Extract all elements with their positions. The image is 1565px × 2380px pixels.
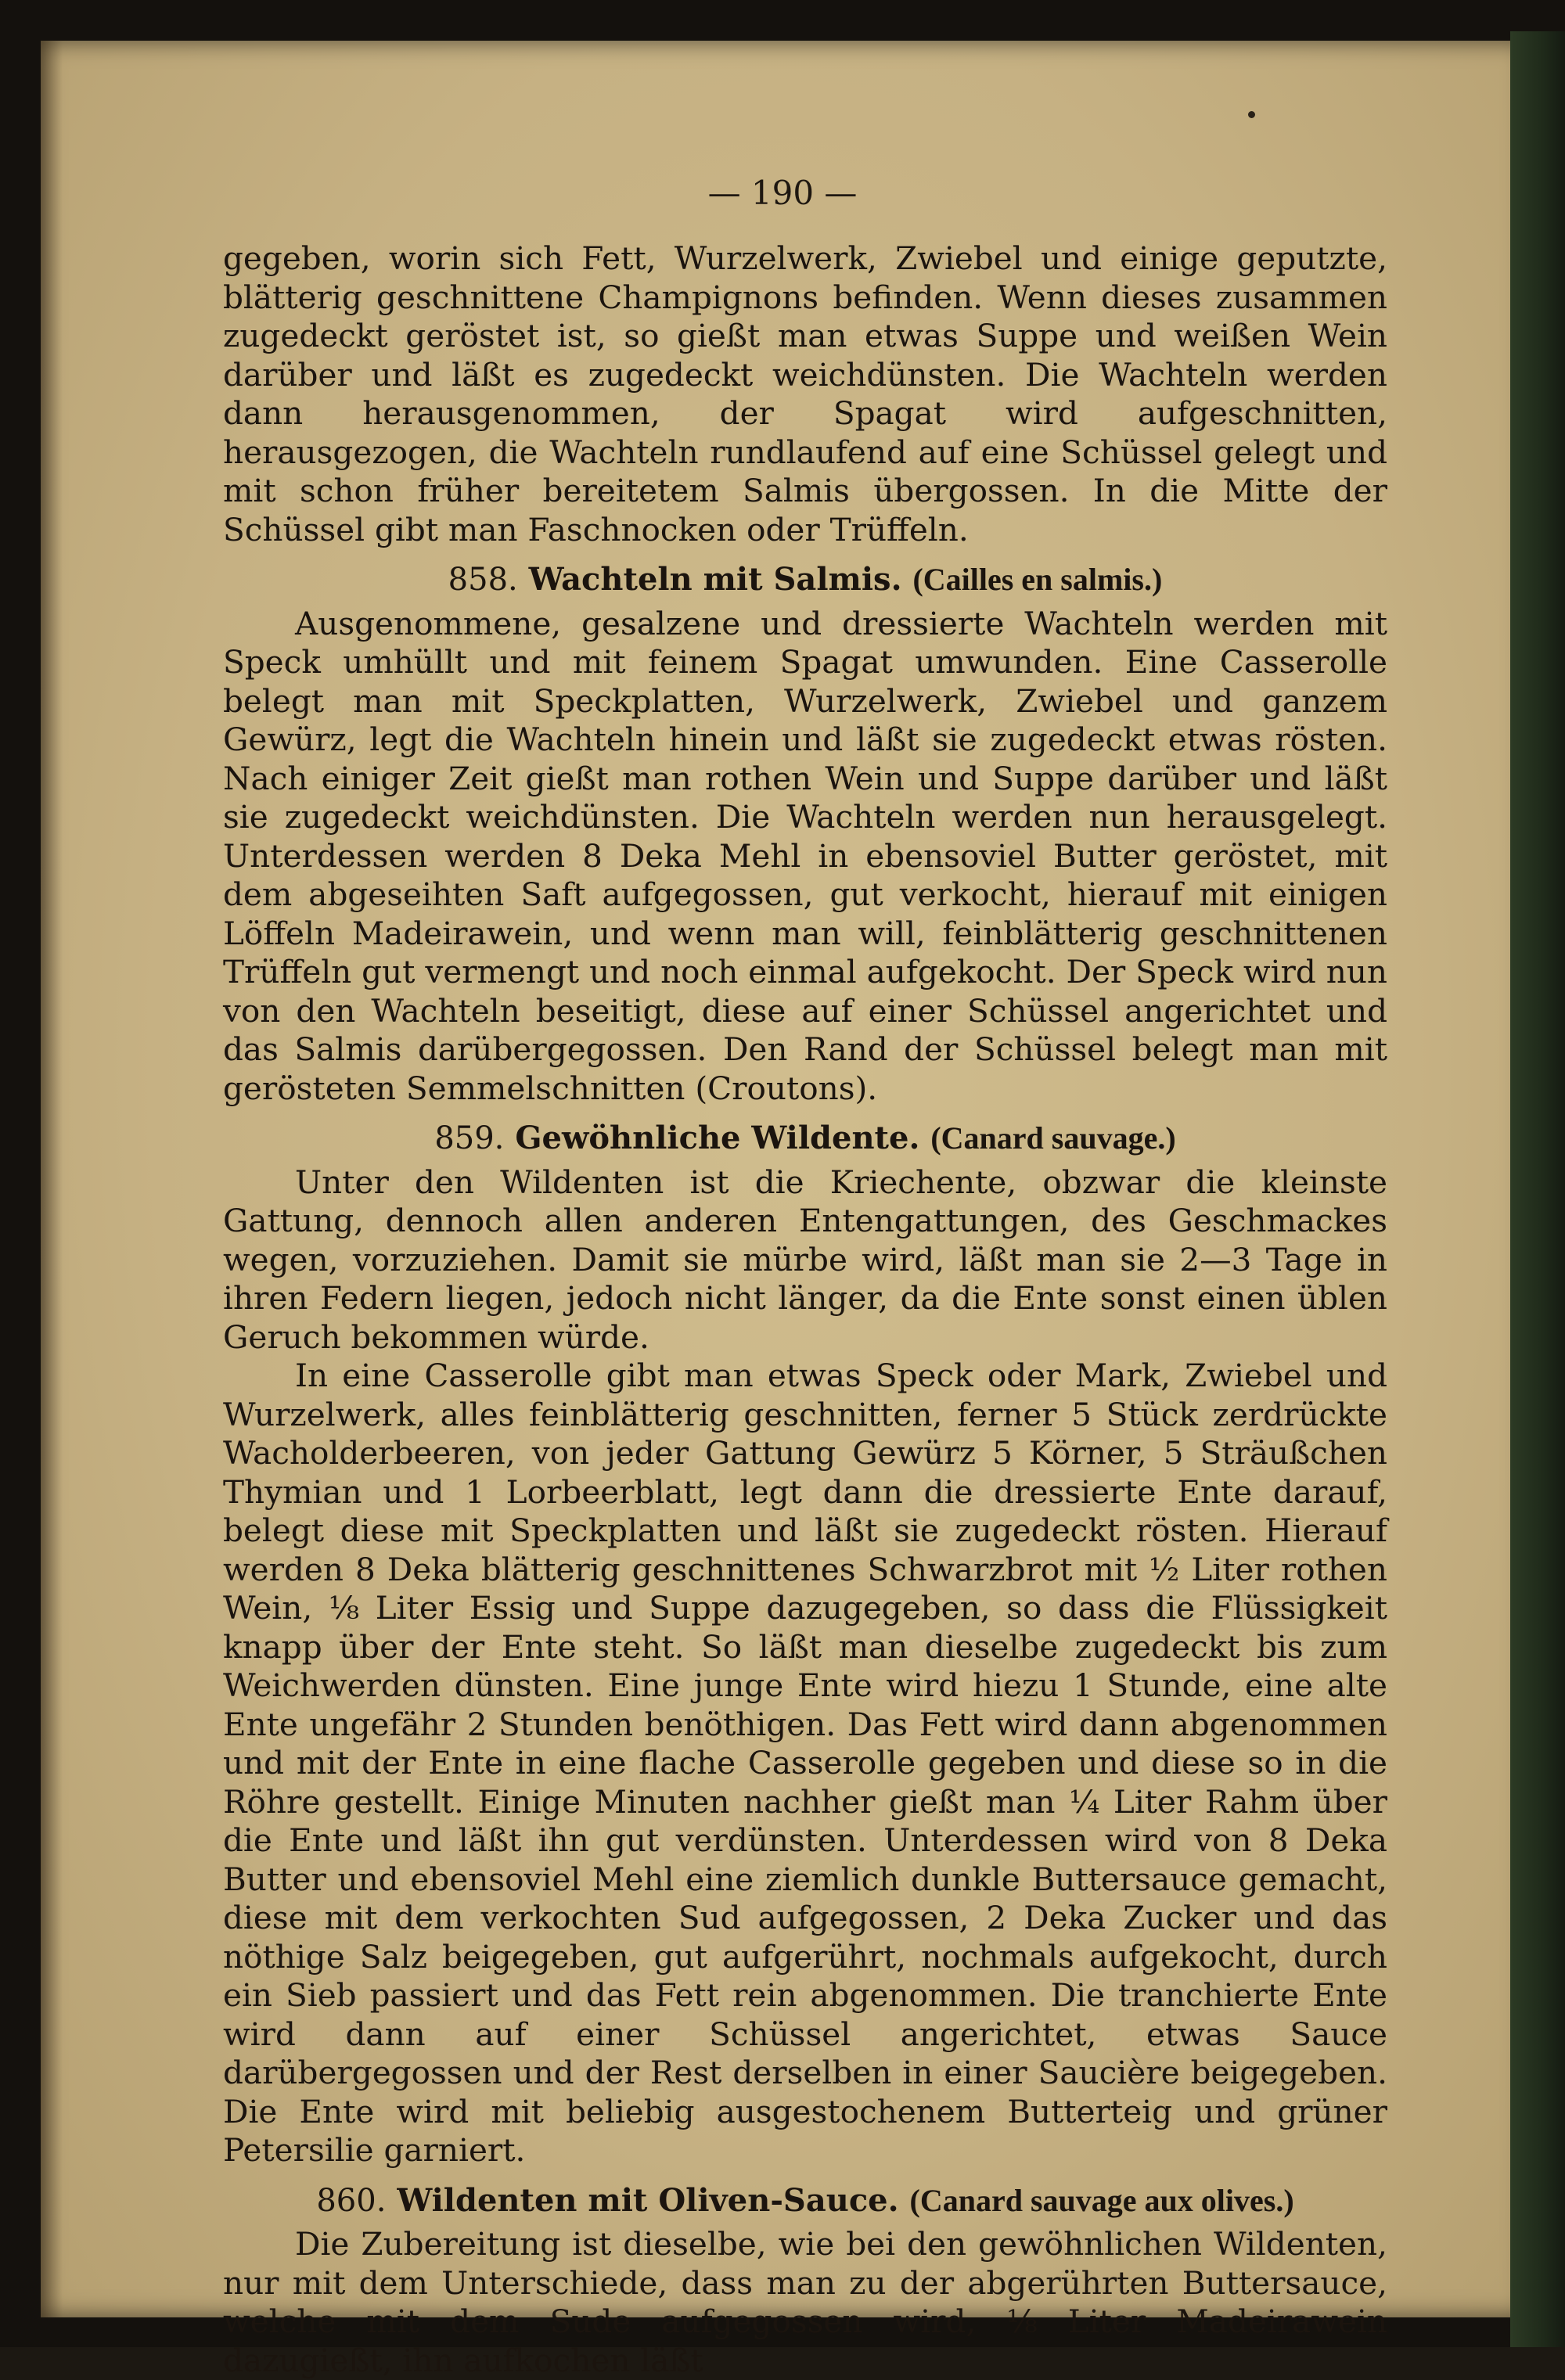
recipe-french-title: (Canard sauvage.) [930,1120,1176,1156]
recipe-number: 860. [316,2182,387,2219]
recipe-title: Wildenten mit Oliven-Sauce. [397,2181,899,2219]
page-body [223,239,1387,2380]
recipe-french-title: (Cailles en salmis.) [912,562,1163,597]
recipe-number: 859. [434,1120,505,1156]
ink-speck [1248,111,1255,118]
page-number: — 190 — [707,174,858,212]
recipe-title: Wachteln mit Salmis. [528,561,902,598]
page-gutter [41,41,63,2317]
recipe-title: Gewöhnliche Wildente. [515,1120,920,1156]
recipe-860-heading [223,2181,1387,2221]
book-edge [1510,31,1565,2347]
recipe-860-text: Die Zubereitung ist dieselbe, wie bei den gewöhnlichen Wildenten, nur mit dem Unterschiede, dass man zu der abgerührten Buttersauce, welche mit dem Sude aufgegossen wird, ⅛ Liter Madeirawein dazugießt, ihn aufkochen läßt [223,2225,1387,2379]
recipe-859-text-2: In eine Casserolle gibt man etwas Speck oder Mark, Zwiebel und Wurzelwerk, alles feinblätterig geschnitten, ferner 5 Stück zerdrückte Wacholderbeeren, von jeder Gattung Gewürz 5 Körner, 5 Sträußchen Thymian und 1 Lorbeerblatt, legt dann die dressierte Ente darauf, belegt diese mit Speckplatten und läßt sie zugedeckt rösten. Hierauf werden 8 Deka blätterig geschnittenes Schwarzbrot mit ½ Liter rothen Wein, ⅛ Liter Essig und Suppe dazugegeben, so dass die Flüssigkeit knapp über der Ente steht. So läßt man dieselbe zugedeckt bis zum Weichwerden dünsten. Eine junge Ente wird hiezu 1 Stunde, eine alte Ente ungefähr 2 Stunden benöthigen. Das Fett wird dann abgenommen und mit der Ente in eine flache Casserolle gegeben und diese so in die Röhre gestellt. Einige Minuten nachher gießt man ¼ Liter Rahm über die Ente und läßt ihn gut verdünsten. Unterdessen wird von 8 Deka Butter und ebensoviel Mehl eine ziemlich dunkle Buttersauce gemacht, diese mit dem verkochten Sud aufgegossen, 2 Deka Zucker und das nöthige Salz beigegeben, gut aufgerührt, nochmals aufgekocht, durch ein Sieb passiert und das Fett rein abgenommen. Die tranchierte Ente wird dann auf einer Schüssel angerichtet, etwas Sauce darübergegossen und der Rest derselben in einer Saucière beigegeben. Die Ente wird mit beliebig ausgestochenem Butterteig und grüner Petersilie garniert. [223,1357,1387,2169]
recipe-858-text: Ausgenommene, gesalzene und dressierte Wachteln werden mit Speck umhüllt und mit feinem Spagat umwunden. Eine Casserolle belegt man mit Speckplatten, Wurzelwerk, Zwiebel und ganzem Gewürz, legt die Wachteln hinein und läßt sie zugedeckt etwas rösten. Nach einiger Zeit gießt man rothen Wein und Suppe darüber und läßt sie zugedeckt weichdünsten. Die Wachteln werden nun herausgelegt. Unterdessen werden 8 Deka Mehl in ebensoviel Butter geröstet, mit dem abgeseihten Saft aufgegossen, gut verkocht, hierauf mit einigen Löffeln Madeirawein, und wenn man will, feinblätterig geschnittenen Trüffeln gut vermengt und noch einmal aufgekocht. Der Speck wird nun von den Wachteln beseitigt, diese auf einer Schüssel angerichtet und das Salmis darübergegossen. Den Rand der Schüssel belegt man mit gerösteten Semmelschnitten (Croutons). [223,604,1387,1107]
recipe-french-title: (Canard sauvage aux olives.) [909,2182,1294,2218]
recipe-859-heading [223,1119,1387,1159]
continued-paragraph: gegeben, worin sich Fett, Wurzelwerk, Zwiebel und einige geputzte, blätterig geschnittene Champignons befinden. Wenn dieses zusammen zugedeckt geröstet ist, so gießt man etwas Suppe und weißen Wein darüber und läßt es zugedeckt weichdünsten. Die Wachteln werden dann herausgenommen, der Spagat wird aufgeschnitten, herausgezogen, die Wachteln rundlaufend auf eine Schüssel gelegt und mit schon früher bereitetem Salmis übergossen. In die Mitte der Schüssel gibt man Faschnocken oder Trüffeln. [223,239,1387,548]
recipe-859-text-1: Unter den Wildenten ist die Kriechente, obzwar die kleinste Gattung, dennoch allen anderen Entengattungen, des Geschmackes wegen, vorzuziehen. Damit sie mürbe wird, läßt man sie 2—3 Tage in ihren Federn liegen, jedoch nicht länger, da die Ente sonst einen üblen Geruch bekommen würde. [223,1163,1387,1356]
recipe-number: 858. [448,562,518,598]
recipe-858-heading [223,560,1387,600]
